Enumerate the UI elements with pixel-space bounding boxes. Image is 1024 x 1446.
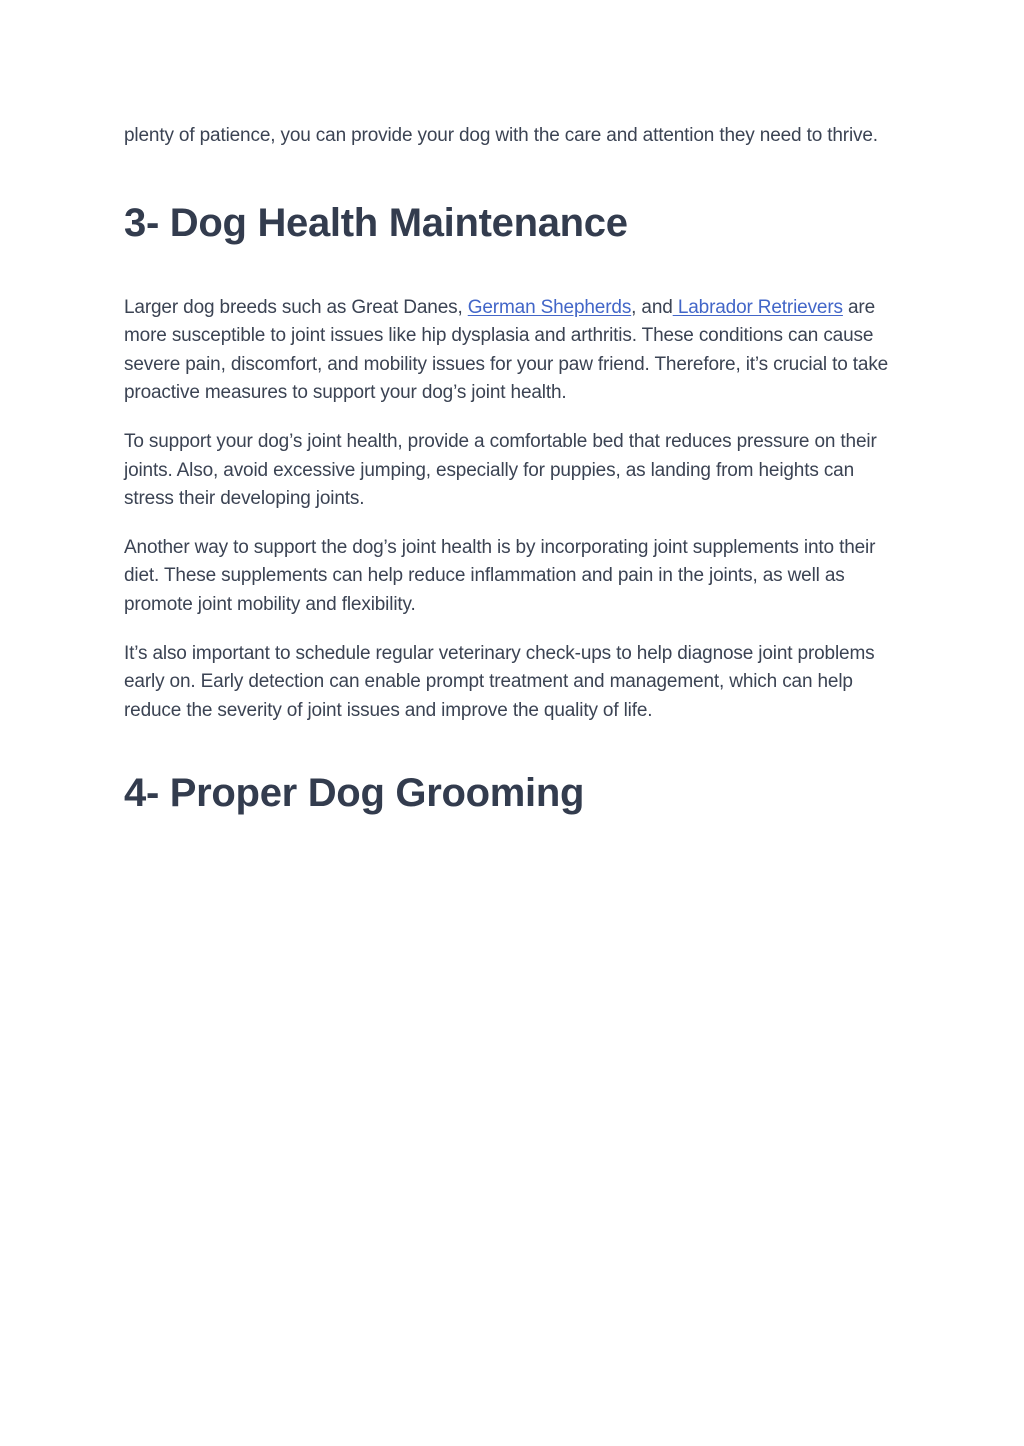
section-heading-grooming: 4- Proper Dog Grooming [124, 771, 585, 816]
labrador-retrievers-link[interactable]: Labrador Retrievers [672, 296, 843, 318]
document-page [124, 122, 904, 817]
intro-paragraph: plenty of patience, you can provide your dog with the care and attention they need to thrive. [124, 125, 878, 146]
paragraph-joint-supplements: Another way to support the dog’s joint health is by incorporating joint supplements into their diet. These supplements can help reduce inflammation and pain in the joints, as well as promote joint mobility and flexibility. [124, 536, 876, 615]
section-heading-health-maintenance: 3- Dog Health Maintenance [124, 200, 628, 245]
paragraph-joint-issues [124, 294, 904, 408]
paragraph-comfortable-bed: To support your dog’s joint health, provide a comfortable bed that reduces pressure on their joints. Also, avoid excessive jumping, especially for puppies, as landing from heights can stress their developing joints. [124, 430, 877, 510]
paragraph-vet-checkups: It’s also important to schedule regular veterinary check-ups to help diagnose joint problems early on. Early detection can enable prompt treatment and management, which can help reduce the severity of joint issues and improve the quality of life. [124, 642, 875, 721]
german-shepherds-link[interactable]: German Shepherds [467, 296, 632, 318]
paragraph-text: , and [631, 296, 673, 318]
paragraph-text: Larger dog breeds such as Great Danes, [124, 296, 468, 318]
paragraph-text: are more susceptible to joint issues like hip dysplasia and arthritis. These conditions can cause severe pain, discomfort, and mobility issues for your paw friend. Therefore, it’s crucial to take proactive measures to support your dog’s joint health. [124, 296, 889, 404]
